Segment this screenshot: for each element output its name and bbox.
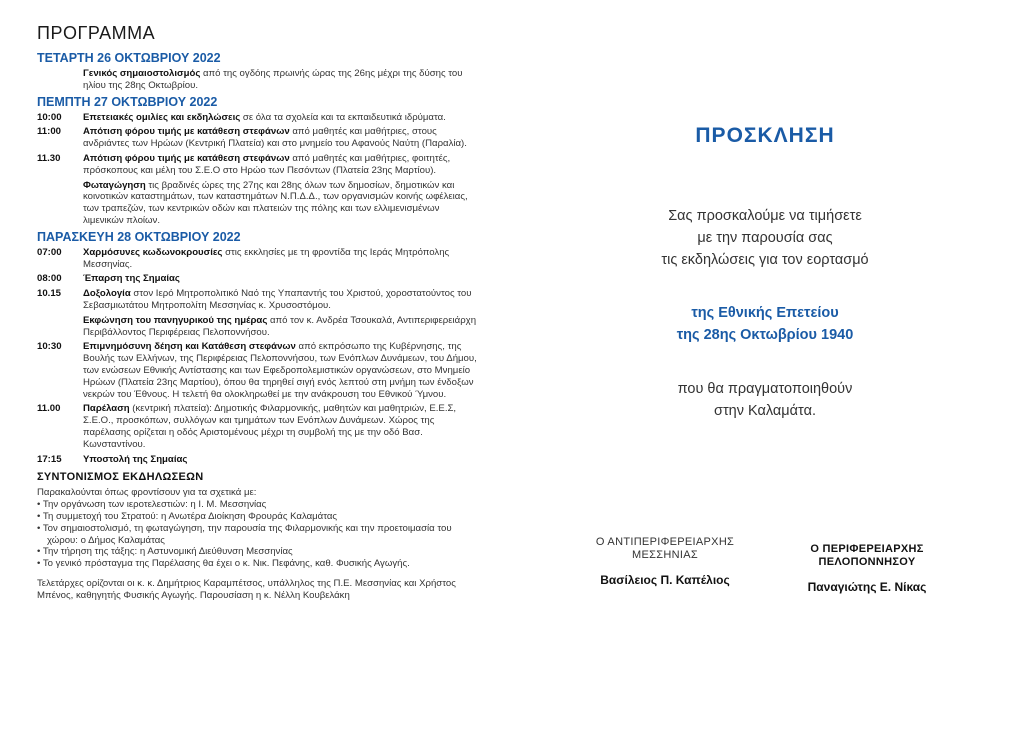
- coordination-intro: Παρακαλούνται όπως φροντίσουν για τα σχετικά με:: [37, 487, 257, 499]
- signatory-role: Ο ΑΝΤΙΠΕΡΙΦΕΡΕΙΑΡΧΗΣ: [595, 536, 735, 548]
- item-text: στις εκκλησίες με τη φροντίδα της Ιεράς Μητρόπολης Μεσσηνίας.: [83, 246, 450, 270]
- item-time: 11:00: [37, 126, 62, 138]
- item-title: Έπαρση της Σημαίας: [83, 273, 180, 285]
- item-time: 10.15: [37, 288, 62, 300]
- coordination-item: • Τη συμμετοχή του Στρατού: η Ανωτέρα Διοίκηση Φρουράς Καλαμάτας: [37, 510, 338, 522]
- day-heading: ΠΕΜΠΤΗ 27 ΟΚΤΩΒΡΙΟΥ 2022: [37, 94, 218, 109]
- item-text: από εκπρόσωπο της Κυβέρνησης, της Βουλής των Ελλήνων, της Περιφέρειας Πελοποννήσου, των Ενόπλων Δυνάμεων, του Δήμου, των ενώσεων Εθνικής Αντίστασης και των Εφεδροπολεμιστικών οργανώσεων, στο Μνημείο Ηρώων (Πλατεία 23ης Μαρτίου), όπου θα τηρηθεί σιγή ενός λεπτού στη μνήμη των ένδοξων νεκρών του Έθνους. Η τελετή θα ολοκληρωθεί με την ανάκρουση του Εθνικού Ύμνου.: [83, 341, 477, 400]
- program-item: [37, 68, 477, 92]
- item-title: Υποστολή της Σημαίας: [83, 453, 188, 465]
- item-description: [83, 288, 477, 312]
- program-item: [37, 403, 477, 450]
- item-description: [83, 112, 477, 124]
- program-title: ΠΡΟΓΡΑΜΜΑ: [37, 23, 156, 43]
- item-title: Χαρμόσυνες κωδωνοκρουσίες: [83, 246, 223, 258]
- signatory-governor: [772, 543, 962, 594]
- item-text: στον Ιερό Μητροπολιτικό Ναό της Υπαπαντής του Χριστού, χοροστατούντος του Σεβασμιωτάτου Μητροπολίτη Μεσσηνίας κ. Χρυσοστόμου.: [83, 288, 472, 311]
- signatory-vice-governor: [570, 536, 760, 587]
- signatory-name: Παναγιώτης Ε. Νίκας: [807, 580, 927, 594]
- event-place: [560, 378, 970, 422]
- item-description: [83, 273, 477, 285]
- invitation-line: Σας προσκαλούμε να τιμήσετε: [668, 208, 862, 224]
- item-text: σε όλα τα σχολεία και τα εκπαιδευτικά ιδρύματα.: [240, 111, 446, 123]
- item-description: [83, 126, 477, 150]
- program-item: [37, 273, 477, 285]
- item-description: [83, 180, 477, 227]
- coordination-section: [37, 471, 477, 601]
- invitation-line: με την παρουσία σας: [697, 230, 833, 246]
- place-line: που θα πραγματοποιηθούν: [677, 381, 853, 397]
- program-item: [37, 112, 477, 124]
- item-description: [83, 68, 477, 92]
- item-text: από τον κ. Ανδρέα Τσουκαλά, Αντιπεριφερειάρχη Περιβάλλοντος Περιφέρειας Πελοποννήσου.: [83, 314, 477, 338]
- item-title: Απότιση φόρου τιμής με κατάθεση στεφάνων: [83, 126, 290, 138]
- program-item: [37, 247, 477, 271]
- item-time: 08:00: [37, 273, 62, 285]
- program-column: [37, 22, 477, 601]
- signatory-role: ΠΕΛΟΠΟΝΝΗΣΟΥ: [818, 556, 916, 568]
- item-time: 11.00: [37, 403, 61, 415]
- item-time: 10:30: [37, 341, 62, 353]
- item-title: Εκφώνηση του πανηγυρικού της ημέρας: [83, 314, 268, 326]
- event-name: [560, 302, 970, 346]
- item-title: Δοξολογία: [83, 288, 131, 300]
- day-heading: ΤΕΤΑΡΤΗ 26 ΟΚΤΩΒΡΙΟΥ 2022: [37, 51, 221, 65]
- item-time: 07:00: [37, 246, 62, 258]
- invitation-title: ΠΡΟΣΚΛΗΣΗ: [695, 124, 835, 147]
- item-title: Παρέλαση: [83, 403, 130, 415]
- item-text: τις βραδινές ώρες της 27ης και 28ης όλων των δημοσίων, δημοτικών και κοινοτικών καταστημάτων, των καταστημάτων Ν.Π.Δ.Δ., των οργανισμών κοινής ωφέλειας, των τραπεζών, των κεντρικών οδών και πλατειών της πόλης και των ελλιμενισμένων λιμενικών πλοίων.: [83, 179, 468, 226]
- item-title: Απότιση φόρου τιμής με κατάθεση στεφάνων: [83, 152, 290, 164]
- item-time: 11.30: [37, 152, 61, 164]
- item-time: 17:15: [37, 453, 62, 465]
- item-title: Γενικός σημαιοστολισμός: [83, 68, 201, 79]
- item-description: [83, 247, 477, 271]
- item-title: Φωταγώγηση: [83, 179, 146, 191]
- item-time: [37, 315, 83, 339]
- invitation-text: [560, 205, 970, 271]
- event-line: της 28ης Οκτωβρίου 1940: [676, 327, 854, 343]
- item-title: Επιμνημόσυνη δέηση και Κατάθεση στεφάνων: [83, 341, 296, 353]
- item-description: [83, 454, 477, 466]
- coordination-item: • Την τήρηση της τάξης: η Αστυνομική Διεύθυνση Μεσσηνίας: [37, 546, 293, 558]
- coordination-item: • Τον σημαιοστολισμό, τη φωταγώγηση, την παρουσία της Φιλαρμονικής και την προετοιμασία του χώρου: ο Δήμος Καλαμάτας: [37, 522, 452, 546]
- item-description: [83, 315, 477, 339]
- coordination-title: ΣΥΝΤΟΝΙΣΜΟΣ ΕΚΔΗΛΩΣΕΩΝ: [37, 471, 204, 484]
- signatory-role: Ο ΠΕΡΙΦΕΡΕΙΑΡΧΗΣ: [810, 543, 924, 555]
- item-time: 10:00: [37, 111, 62, 123]
- item-time: [37, 68, 83, 92]
- program-item: [37, 126, 477, 150]
- day-heading: ΠΑΡΑΣΚΕΥΗ 28 ΟΚΤΩΒΡΙΟΥ 2022: [37, 229, 241, 244]
- program-item: [37, 454, 477, 466]
- item-description: [83, 403, 477, 450]
- signatory-role: ΜΕΣΣΗΝΙΑΣ: [632, 549, 698, 561]
- item-description: [83, 341, 477, 400]
- program-item: [37, 315, 477, 339]
- item-time: [37, 180, 83, 227]
- place-line: στην Καλαμάτα.: [714, 403, 816, 419]
- program-days: [37, 51, 477, 465]
- coordination-item: • Το γενικό πρόσταγμα της Παρέλασης θα έχει ο κ. Νικ. Πεφάνης, καθ. Φυσικής Αγωγής.: [37, 558, 410, 570]
- item-text: από μαθητές και μαθήτριες, στους ανδριάντες των Ηρώων (Κεντρική Πλατεία) και στο μνημείο του Αφανούς Ναύτη (Παραλία).: [83, 126, 467, 150]
- ceremony-masters-note: Τελετάρχες ορίζονται οι κ. κ. Δημήτριος Καραμπέτσος, υπάλληλος της Π.Ε. Μεσσηνίας και Χρήστος Μπένος, καθηγητής Φυσικής Αγωγής. Παρουσίαση η κ. Νέλλη Κουβελάκη: [37, 577, 456, 601]
- signatory-name: Βασίλειος Π. Καπέλιος: [600, 573, 730, 587]
- item-text: από μαθητές και μαθήτριες, φοιτητές, πρόσκοπους και μέλη του Σ.Ε.Ο στο Ηρώο των Πεσόντων (Πλατεία 23ης Μαρτίου).: [83, 152, 451, 176]
- program-item: [37, 341, 477, 400]
- item-title: Επετειακές ομιλίες και εκδηλώσεις: [83, 111, 241, 123]
- coordination-list: [37, 499, 477, 570]
- event-line: της Εθνικής Επετείου: [691, 305, 839, 321]
- item-description: [83, 153, 477, 177]
- program-item: [37, 180, 477, 227]
- item-text: από της ογδόης πρωινής ώρας της 26ης μέχρι της δύσης του ηλίου της 28ης Οκτωβρίου.: [83, 68, 463, 91]
- item-text: (κεντρική πλατεία): Δημοτικής Φιλαρμονικής, μαθητών και μαθητριών, Ε.Ε.Σ, Σ.Ε.Ο., προσκόπων, συλλόγων και τμημάτων των Ενόπλων Δυνάμεων. Χώρος της παρέλασης ορίζεται η οδός Αριστομένους μέχρι τη συμβολή της με την οδό Βασ. Κωνσταντίνου.: [83, 403, 457, 450]
- program-item: [37, 288, 477, 312]
- invitation-line: τις εκδηλώσεις για τον εορτασμό: [661, 252, 869, 268]
- program-item: [37, 153, 477, 177]
- coordination-item: • Την οργάνωση των ιεροτελεστιών: η Ι. Μ. Μεσσηνίας: [37, 499, 267, 511]
